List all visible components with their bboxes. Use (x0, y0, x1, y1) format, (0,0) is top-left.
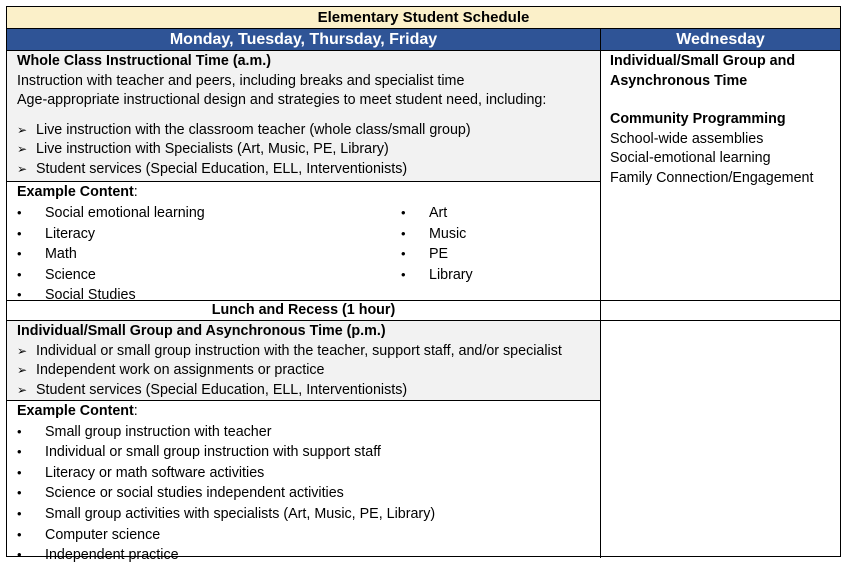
arrow-bullet-icon: ➢ (17, 122, 28, 137)
arrow-bullet-icon: ➢ (17, 161, 28, 176)
am-example-list-specials (391, 203, 473, 285)
am-example-cell (7, 182, 601, 304)
am-example-list (7, 203, 205, 306)
bullet-icon: • (401, 205, 406, 220)
pm-example-label: Example Content: (17, 403, 138, 419)
arrow-bullet-icon: ➢ (17, 343, 28, 358)
list-item: • Math (7, 244, 205, 265)
bullet-icon: • (17, 526, 22, 542)
pm-example-list (7, 422, 600, 566)
am-list-item (7, 160, 600, 180)
wednesday-item: Family Connection/Engagement (610, 169, 814, 186)
am-example-label: Example Content: (17, 184, 138, 200)
pm-list-item: ➢ Independent work on assignments or practice (7, 361, 600, 381)
header-wednesday: Wednesday (601, 29, 840, 51)
bullet-icon: • (17, 444, 22, 460)
list-item: • Literacy (7, 224, 205, 245)
bullet-icon: • (401, 266, 406, 282)
list-item: • Literacy or math software activities (7, 463, 600, 484)
bullet-icon: • (17, 423, 22, 439)
bullet-icon: • (17, 287, 22, 303)
wednesday-item: Social-emotional learning (610, 150, 771, 167)
bullet-icon: • (401, 246, 406, 262)
list-item: • Small group activities with specialists (Art, Music, PE, Library) (7, 504, 600, 525)
bullet-icon: • (17, 246, 22, 262)
bullet-icon: • (17, 464, 22, 480)
arrow-bullet-icon: ➢ (17, 382, 28, 397)
pm-list-item: ➢ Individual or small group instruction with the teacher, support staff, and/or specialist (7, 342, 600, 362)
wednesday-cell (601, 51, 840, 301)
bullet-icon: • (17, 205, 22, 220)
list-item: • PE (391, 244, 473, 265)
list-item: • Independent practice (7, 545, 600, 566)
list-item: • Social emotional learning (7, 203, 205, 224)
pm-instruction-cell (7, 321, 601, 401)
am-heading: Whole Class Instructional Time (a.m.) (17, 53, 271, 69)
list-item: • Individual or small group instruction with support staff (7, 442, 600, 463)
header-weekdays: Monday, Tuesday, Thursday, Friday (7, 29, 601, 51)
list-item: • Library (391, 265, 473, 286)
list-item: • Small group instruction with teacher (7, 422, 600, 443)
arrow-bullet-icon: ➢ (17, 363, 28, 378)
bullet-icon: • (17, 266, 22, 282)
pm-example-cell (7, 401, 601, 564)
am-description-line: Age-appropriate instructional design and strategies to meet student need, including: (17, 92, 547, 109)
list-item: • Computer science (7, 525, 600, 546)
bullet-icon: • (17, 505, 22, 521)
lunch-label: Lunch and Recess (1 hour) (211, 302, 396, 318)
pm-heading: Individual/Small Group and Asynchronous Time (p.m.) (17, 323, 386, 339)
bullet-icon: • (401, 225, 406, 241)
wednesday-pm-cell (601, 321, 840, 558)
am-description-line: Instruction with teacher and peers, including breaks and specialist time (17, 72, 465, 89)
bullet-icon: • (17, 485, 22, 501)
list-item: • Science (7, 265, 205, 286)
am-instruction-cell (7, 51, 601, 182)
am-list-item-text: Live instruction with Specialists (Art, Music, PE, Library) (36, 141, 389, 158)
list-item: • Science or social studies independent activities (7, 483, 600, 504)
bullet-icon: • (17, 225, 22, 241)
wednesday-heading: Asynchronous Time (610, 72, 748, 89)
pm-list-item: ➢ Student services (Special Education, ELL, Interventionists) (7, 381, 600, 401)
list-item: • Social Studies (7, 285, 205, 306)
am-list-item (7, 140, 600, 160)
schedule-table (6, 6, 841, 564)
am-list-item (7, 121, 600, 141)
wednesday-lunch-cell (601, 301, 840, 321)
list-item: • Art (391, 203, 473, 224)
list-item: • Music (391, 224, 473, 245)
arrow-bullet-icon: ➢ (17, 142, 28, 157)
wednesday-heading: Individual/Small Group and (610, 53, 796, 69)
lunch-cell (7, 301, 601, 321)
bullet-icon: • (17, 547, 22, 563)
am-list-item-text: Student services (Special Education, ELL, Interventionists) (36, 160, 408, 177)
wednesday-item: School-wide assemblies (610, 130, 764, 147)
schedule-title: Elementary Student Schedule (7, 7, 840, 29)
am-list-item-text: Live instruction with the classroom teacher (whole class/small group) (36, 121, 471, 138)
community-programming-heading: Community Programming (610, 111, 786, 128)
